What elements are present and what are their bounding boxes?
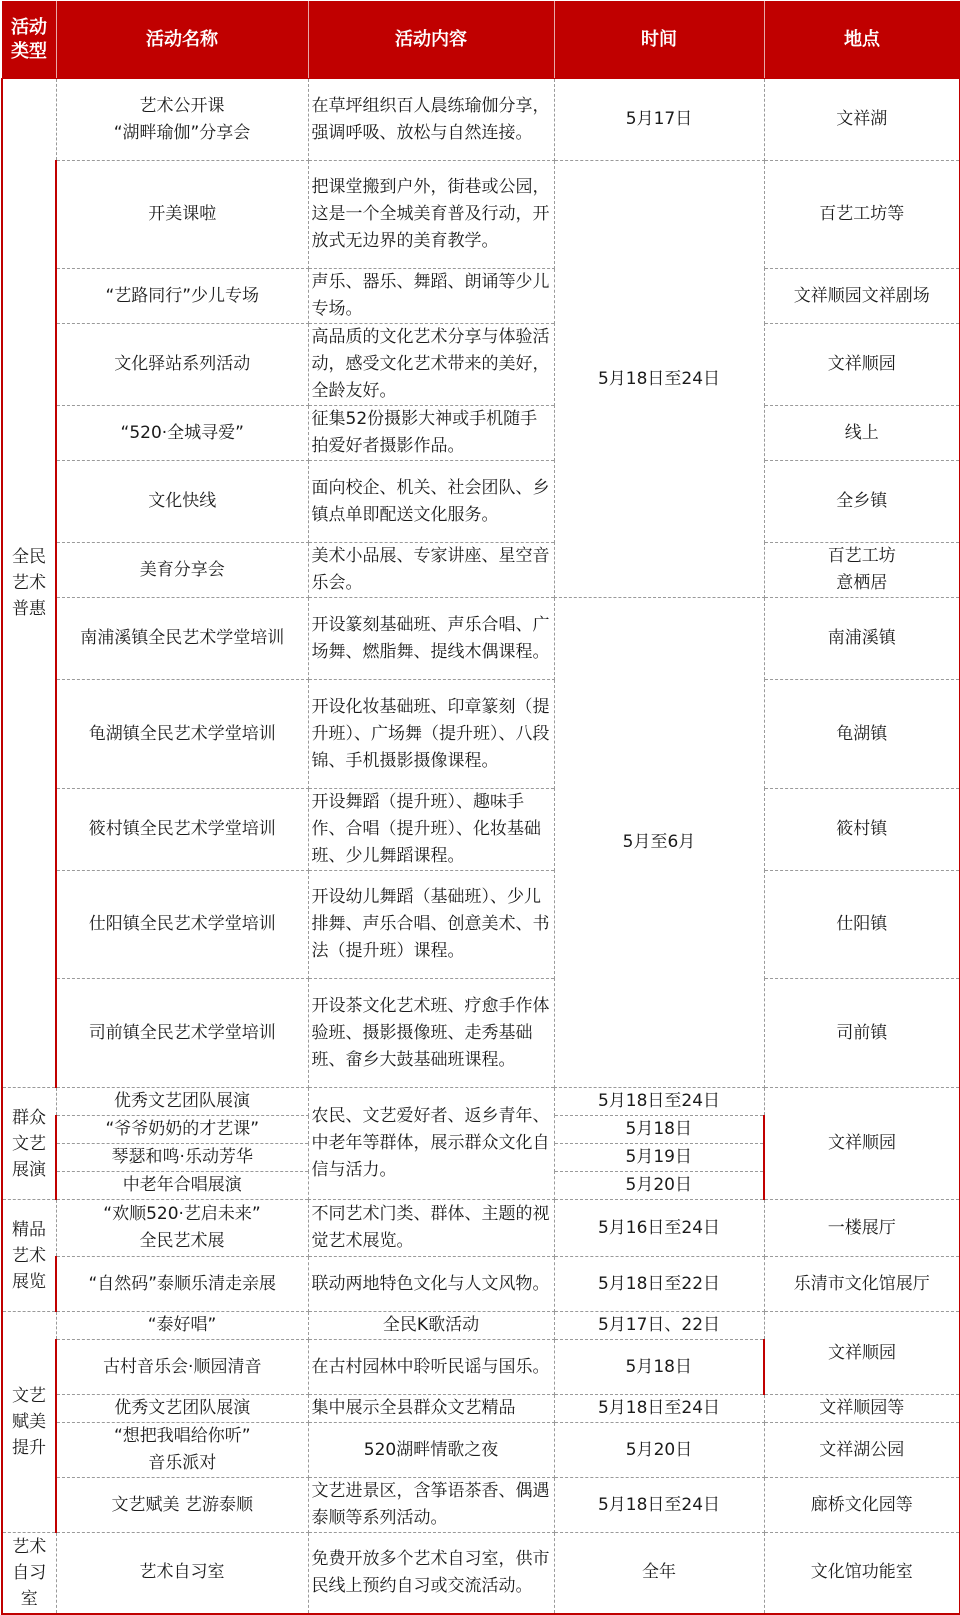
- activity-name-cell: 南浦溪镇全民艺术学堂培训: [56, 598, 308, 680]
- activity-time-cell: 5月18日至24日: [554, 1088, 764, 1116]
- table-row: [2, 1533, 960, 1614]
- activity-time-cell: 5月20日: [554, 1172, 764, 1200]
- table-row: [2, 406, 960, 461]
- table-row: [2, 543, 960, 598]
- activity-time-cell: 5月至6月: [554, 598, 764, 1088]
- activity-place-cell: 筱村镇: [764, 789, 960, 871]
- table-row: [2, 161, 960, 269]
- activity-name-cell: 开美课啦: [56, 161, 308, 269]
- table-row: [2, 324, 960, 406]
- activity-type-cell: 全民 艺术 普惠: [2, 79, 56, 1088]
- activity-place-cell: 廊桥文化园等: [764, 1478, 960, 1533]
- activity-name-cell: 龟湖镇全民艺术学堂培训: [56, 680, 308, 789]
- table-row: [2, 1257, 960, 1312]
- activity-place-cell: 文祥顺园: [764, 1312, 960, 1395]
- activity-time-cell: 5月18日: [554, 1116, 764, 1144]
- activity-time-cell: 5月19日: [554, 1144, 764, 1172]
- activity-name-cell: “泰好唱”: [56, 1312, 308, 1340]
- activity-place-cell: 文祥湖公园: [764, 1423, 960, 1478]
- activity-place-cell: 文祥顺园文祥剧场: [764, 269, 960, 324]
- activity-place-cell: 南浦溪镇: [764, 598, 960, 680]
- table-row: [2, 1395, 960, 1423]
- activity-name-cell: 筱村镇全民艺术学堂培训: [56, 789, 308, 871]
- activity-content-cell: 美术小品展、专家讲座、星空音乐会。: [308, 543, 554, 598]
- header-type: 活动 类型: [2, 2, 56, 79]
- activity-place-cell: 百艺工坊等: [764, 161, 960, 269]
- activity-place-cell: 文祥顺园等: [764, 1395, 960, 1423]
- table-row: [2, 79, 960, 161]
- activity-content-cell: 农民、文艺爱好者、返乡青年、中老年等群体，展示群众文化自信与活力。: [308, 1088, 554, 1200]
- activity-place-cell: 文祥顺园: [764, 1088, 960, 1200]
- table-row: [2, 1478, 960, 1533]
- activity-time-cell: 5月17日: [554, 79, 764, 161]
- activity-name-cell: 仕阳镇全民艺术学堂培训: [56, 871, 308, 979]
- activity-name-cell: 文化快线: [56, 461, 308, 543]
- header-content: 活动内容: [308, 2, 554, 79]
- table-row: [2, 1200, 960, 1257]
- table-row: [2, 789, 960, 871]
- activity-place-cell: 龟湖镇: [764, 680, 960, 789]
- activity-content-cell: 开设化妆基础班、印章篆刻（提升班）、广场舞（提升班）、八段锦、手机摄影摄像课程。: [308, 680, 554, 789]
- activity-name-cell: “520·全城寻爱”: [56, 406, 308, 461]
- activity-name-cell: 艺术自习室: [56, 1533, 308, 1614]
- header-time: 时间: [554, 2, 764, 79]
- activity-content-cell: 声乐、器乐、舞蹈、朗诵等少儿专场。: [308, 269, 554, 324]
- table-row: [2, 979, 960, 1088]
- activity-content-cell: 把课堂搬到户外，街巷或公园，这是一个全城美育普及行动，开放式无边界的美育教学。: [308, 161, 554, 269]
- activity-name-cell: 古村音乐会·顺园清音: [56, 1340, 308, 1395]
- activity-content-cell: 在草坪组织百人晨练瑜伽分享，强调呼吸、放松与自然连接。: [308, 79, 554, 161]
- table-row: [2, 1312, 960, 1340]
- table-row: [2, 1423, 960, 1478]
- table-row: [2, 871, 960, 979]
- activity-name-cell: “欢顺520·艺启未来” 全民艺术展: [56, 1200, 308, 1257]
- table-row: [2, 461, 960, 543]
- activity-content-cell: 在古村园林中聆听民谣与国乐。: [308, 1340, 554, 1395]
- activity-content-cell: 开设茶文化艺术班、疗愈手作体验班、摄影摄像班、走秀基础班、畲乡大鼓基础班课程。: [308, 979, 554, 1088]
- activity-content-cell: 开设幼儿舞蹈（基础班）、少儿排舞、声乐合唱、创意美术、书法（提升班）课程。: [308, 871, 554, 979]
- activity-time-cell: 全年: [554, 1533, 764, 1614]
- activity-place-cell: 一楼展厅: [764, 1200, 960, 1257]
- table-row: [2, 269, 960, 324]
- header-place: 地点: [764, 2, 960, 79]
- activity-content-cell: 全民K歌活动: [308, 1312, 554, 1340]
- activity-place-cell: 文祥顺园: [764, 324, 960, 406]
- activity-time-cell: 5月16日至24日: [554, 1200, 764, 1257]
- activity-place-cell: 仕阳镇: [764, 871, 960, 979]
- header-name: 活动名称: [56, 2, 308, 79]
- activity-type-cell: 群众 文艺 展演: [2, 1088, 56, 1200]
- activity-name-cell: 美育分享会: [56, 543, 308, 598]
- activity-content-cell: 征集52份摄影大神或手机随手拍爱好者摄影作品。: [308, 406, 554, 461]
- activity-name-cell: “自然码”泰顺乐清走亲展: [56, 1257, 308, 1312]
- activity-place-cell: 文祥湖: [764, 79, 960, 161]
- activity-content-cell: 高品质的文化艺术分享与体验活动，感受文化艺术带来的美好，全龄友好。: [308, 324, 554, 406]
- activity-place-cell: 全乡镇: [764, 461, 960, 543]
- activity-content-cell: 联动两地特色文化与人文风物。: [308, 1257, 554, 1312]
- activity-place-cell: 乐清市文化馆展厅: [764, 1257, 960, 1312]
- activity-content-cell: 文艺进景区，含筝语茶香、偶遇泰顺等系列活动。: [308, 1478, 554, 1533]
- activity-content-cell: 集中展示全县群众文艺精品: [308, 1395, 554, 1423]
- activity-name-cell: “爷爷奶奶的才艺课”: [56, 1116, 308, 1144]
- table-row: [2, 598, 960, 680]
- activity-place-cell: 线上: [764, 406, 960, 461]
- activity-content-cell: 开设舞蹈（提升班）、趣味手作、合唱（提升班）、化妆基础班、少儿舞蹈课程。: [308, 789, 554, 871]
- activity-time-cell: 5月18日至22日: [554, 1257, 764, 1312]
- activity-type-cell: 艺术 自习 室: [2, 1533, 56, 1614]
- activity-content-cell: 520湖畔情歌之夜: [308, 1423, 554, 1478]
- activity-time-cell: 5月20日: [554, 1423, 764, 1478]
- activity-name-cell: 优秀文艺团队展演: [56, 1395, 308, 1423]
- activity-place-cell: 司前镇: [764, 979, 960, 1088]
- table-row: [2, 1088, 960, 1116]
- activity-type-cell: 文艺 赋美 提升: [2, 1312, 56, 1533]
- activity-name-cell: 优秀文艺团队展演: [56, 1088, 308, 1116]
- activity-time-cell: 5月18日至24日: [554, 1395, 764, 1423]
- activity-time-cell: 5月18日至24日: [554, 161, 764, 598]
- activity-schedule-table: [1, 1, 960, 1615]
- activity-name-cell: 司前镇全民艺术学堂培训: [56, 979, 308, 1088]
- activity-content-cell: 面向校企、机关、社会团队、乡镇点单即配送文化服务。: [308, 461, 554, 543]
- activity-content-cell: 不同艺术门类、群体、主题的视觉艺术展览。: [308, 1200, 554, 1257]
- activity-name-cell: 中老年合唱展演: [56, 1172, 308, 1200]
- activity-name-cell: “想把我唱给你听” 音乐派对: [56, 1423, 308, 1478]
- activity-name-cell: 文化驿站系列活动: [56, 324, 308, 406]
- header-row: [2, 2, 960, 79]
- activity-content-cell: 免费开放多个艺术自习室，供市民线上预约自习或交流活动。: [308, 1533, 554, 1614]
- activity-time-cell: 5月18日: [554, 1340, 764, 1395]
- activity-content-cell: 开设篆刻基础班、声乐合唱、广场舞、燃脂舞、提线木偶课程。: [308, 598, 554, 680]
- activity-name-cell: 艺术公开课 “湖畔瑜伽”分享会: [56, 79, 308, 161]
- activity-time-cell: 5月17日、22日: [554, 1312, 764, 1340]
- activity-place-cell: 百艺工坊 意栖居: [764, 543, 960, 598]
- activity-name-cell: 琴瑟和鸣·乐动芳华: [56, 1144, 308, 1172]
- activity-name-cell: “艺路同行”少儿专场: [56, 269, 308, 324]
- activity-time-cell: 5月18日至24日: [554, 1478, 764, 1533]
- table-row: [2, 680, 960, 789]
- activity-name-cell: 文艺赋美 艺游泰顺: [56, 1478, 308, 1533]
- activity-place-cell: 文化馆功能室: [764, 1533, 960, 1614]
- activity-type-cell: 精品 艺术 展览: [2, 1200, 56, 1312]
